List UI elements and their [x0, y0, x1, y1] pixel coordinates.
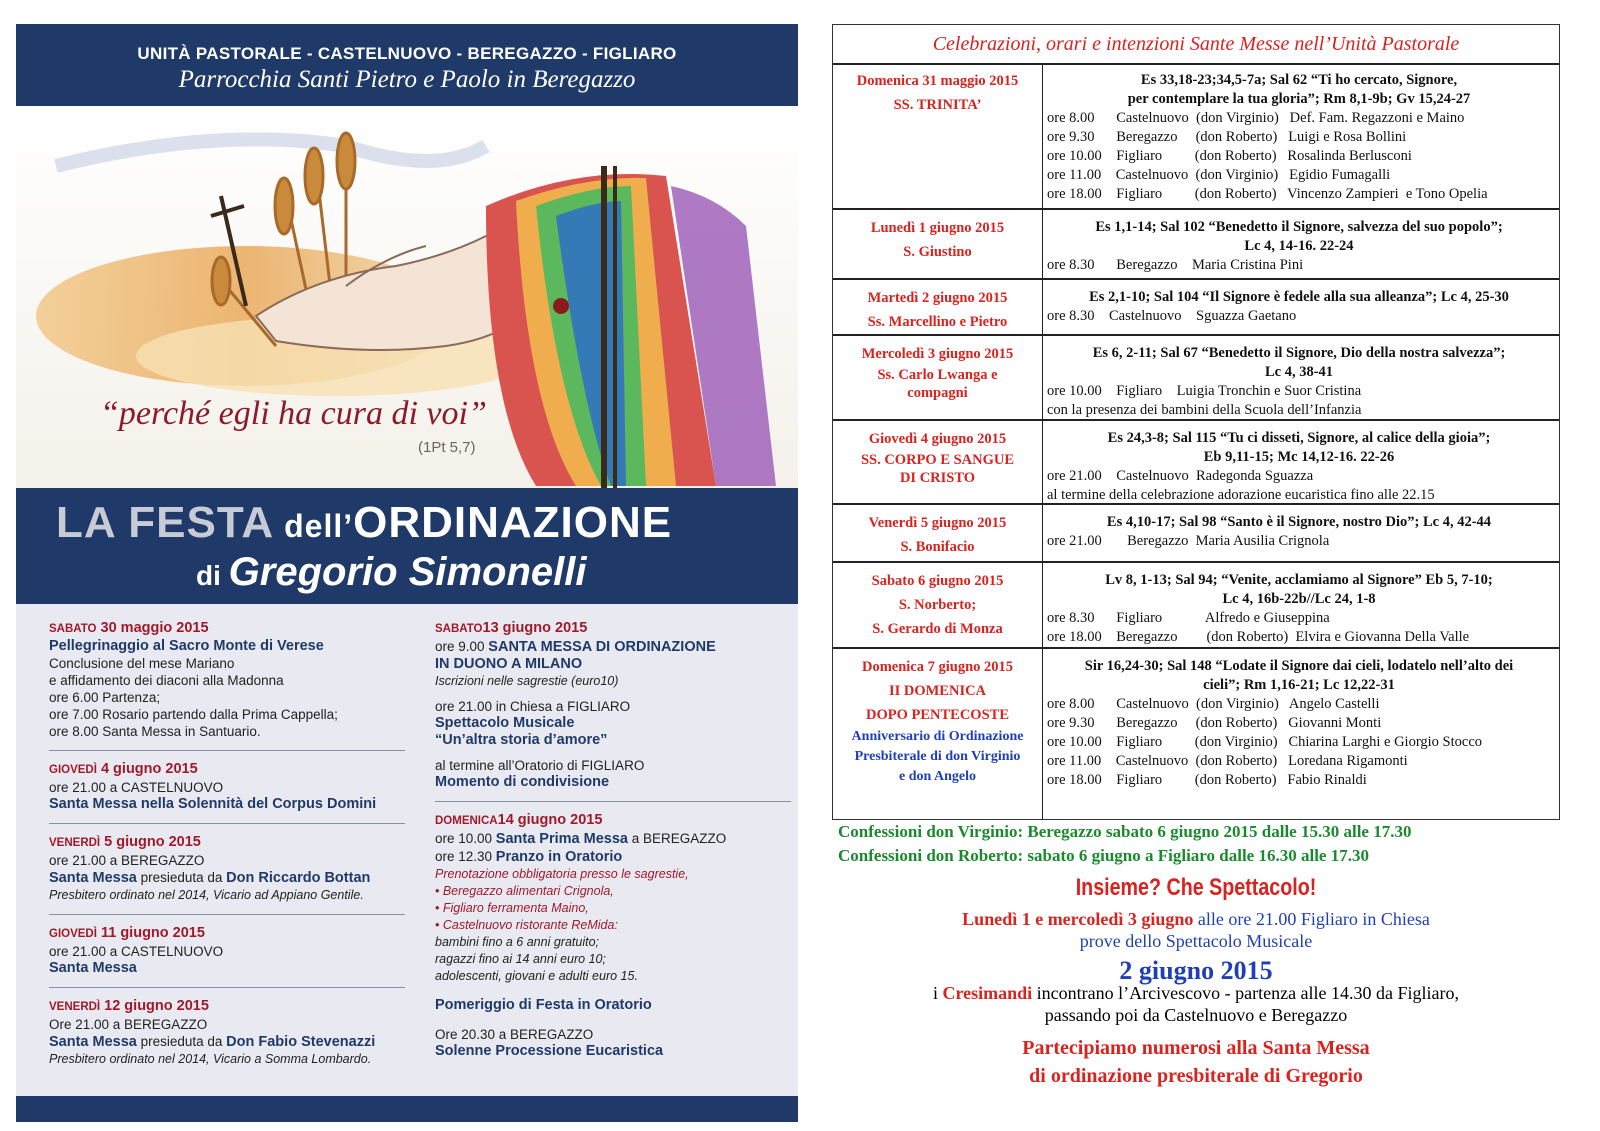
divider	[49, 987, 405, 988]
event-june-12: VENERDÌ 12 giugno 2015 Ore 21.00 a BEREGAZZO Santa Messa presieduta da Don Fabio Stevenazzi Presbitero ordinato nel 2014, Vicario a Somma Lombardo.	[49, 998, 376, 1066]
event-june-14: DOMENICA14 giugno 2015 ore 10.00 Santa Prima Messa a BEREGAZZO ore 12.30 Pranzo in Oratorio Prenotazione obbligatoria presso le sagrestie, • Beregazzo alimentari Crignola, • Figliaro ferramenta Maino, • Castelnuovo ristorante ReMida: bambini fino a 6 anni gratuito; ragazzi fino ai 14 anni euro 10; adolescenti, giovani e adulti euro 15. Pomeriggio di Festa in Oratorio Ore 20.30 a BEREGAZZO Solenne Processione Eucaristica	[435, 812, 727, 1059]
event-june-11: GIOVEDÌ 11 giugno 2015 ore 21.00 a CASTELNUOVO Santa Messa	[49, 925, 224, 976]
mass-schedule-table	[832, 24, 1560, 820]
rehearsal-line-2: prove dello Spettacolo Musicale	[1079, 931, 1313, 951]
cresima-date: 2 giugno 2015	[1119, 956, 1273, 985]
program-column-left	[49, 620, 405, 1076]
divider	[49, 914, 405, 915]
table-row: Sabato 6 giugno 2015 S. Norberto; S. Gerardo di Monza Lv 8, 1-13; Sal 94; “Venite, acclamiamo al Signore” Eb 5, 7-10; Lc 4, 16b-22b//Lc 24, 1-8 ore 8.30 Figliaro Alfredo e Giuseppina ore 18.00 Beregazzo (don Roberto) Elvira e Giovanna Della Valle	[833, 563, 1559, 649]
program-section	[16, 604, 798, 1096]
poster-quote-ref: (1Pt 5,7)	[418, 439, 476, 456]
table-row: Venerdì 5 giugno 2015 S. Bonifacio Es 4,10-17; Sal 98 “Santo è il Signore, nostro Dio”; Lc 4, 42-44 ore 21.00 Beregazzo Maria Ausilia Crignola	[833, 505, 1559, 563]
event-poster	[16, 24, 798, 1114]
cresima-line-2: passando poi da Castelnuovo e Beregazzo	[1044, 1005, 1348, 1025]
confession-virginio: Confessioni don Virginio: Beregazzo sabato 6 giugno 2015 dalle 15.30 alle 17.30	[838, 822, 1412, 841]
table-row: Martedì 2 giugno 2015 Ss. Marcellino e Pietro Es 2,1-10; Sal 104 “Il Signore è fedele alla sua alleanza”; Lc 4, 25-30 ore 8.30 Castelnuovo Sguazza Gaetano	[833, 280, 1559, 336]
event-june-4: GIOVEDÌ 4 giugno 2015 ore 21.00 a CASTELNUOVO Santa Messa nella Solennità del Corpus Domini	[49, 761, 377, 812]
divider	[435, 801, 791, 802]
table-title: Celebrazioni, orari e intenzioni Sante Messe nell’Unità Pastorale	[833, 25, 1559, 65]
table-row: Giovedì 4 giugno 2015 SS. CORPO E SANGUE DI CRISTO Es 24,3-8; Sal 115 “Tu ci disseti, Signore, al calice della gioia”; Eb 9,11-15; Mc 14,12-16. 22-26 ore 21.00 Castelnuovo Radegonda Sguazza al termine della celebrazione adorazione eucaristica fino alle 22.15	[833, 421, 1559, 505]
event-may-30: SABATO 30 maggio 2015 Pellegrinaggio al Sacro Monte di Verese Conclusione del mese Mariano e affidamento dei diaconi alla Madonna ore 6.00 Partenza; ore 7.00 Rosario partendo dalla Prima Cappella; ore 8.00 Santa Messa in Santuario.	[49, 620, 338, 739]
title-name: Gregorio Simonelli	[228, 550, 587, 594]
pastoral-unit-line: UNITÀ PASTORALE - CASTELNUOVO - BEREGAZZO - FIGLIARO	[137, 44, 677, 63]
divider	[49, 750, 405, 751]
table-row: Domenica 7 giugno 2015 II DOMENICA DOPO PENTECOSTE Anniversario di Ordinazione Presbiterale di don Virginio e don Angelo Sir 16,24-30; Sal 148 “Lodate il Signore dai cieli, lodatelo nell’alto dei cieli”; Rm 1,16-21; Lc 12,22-31 ore 8.00 Castelnuovo (don Virginio) Angelo Castelli ore 9.30 Beregazzo (don Roberto) Giovanni Monti ore 10.00 Figliaro (don Virginio) Chiarina Larghi e Giorgio Stocco ore 11.00 Castelnuovo (don Roberto) Loredana Rigamonti ore 18.00 Figliaro (don Roberto) Fabio Rinaldi	[833, 649, 1559, 819]
rehearsal-line: Lunedì 1 e mercoledì 3 giugno alle ore 21.00 Figliaro in Chiesa	[962, 909, 1430, 929]
hand-wheat-illustration	[16, 106, 798, 488]
event-june-13: SABATO13 giugno 2015 ore 9.00 SANTA MESSA DI ORDINAZIONE IN DUONO A MILANO Iscrizioni nelle sagrestie (euro10) ore 21.00 in Chiesa a FIGLIARO Spettacolo Musicale “Un’altra storia d’amore” al termine all’Oratorio di FIGLIARO Momento di condivisione	[435, 620, 716, 790]
parish-line: Parrocchia Santi Pietro e Paolo in Beregazzo	[178, 66, 636, 93]
notes-section	[832, 820, 1560, 1090]
title-di: di	[196, 560, 229, 591]
title-ordinazione: ORDINAZIONE	[353, 498, 673, 547]
poster-illustration	[16, 106, 798, 488]
poster-title	[16, 488, 798, 604]
table-row: Domenica 31 maggio 2015 SS. TRINITA’ Es 33,18-23;34,5-7a; Sal 62 “Ti ho cercato, Signore, per contemplare la tua gloria”; Rm 8,1-9b; Gv 15,24-27 ore 8.00 Castelnuovo (don Virginio) Def. Fam. Regazzoni e Maino ore 9.30 Beregazzo (don Roberto) Luigi e Rosa Bollini ore 10.00 Figliaro (don Roberto) Rosalinda Berlusconi ore 11.00 Castelnuovo (don Virginio) Egidio Fumagalli ore 18.00 Figliaro (don Roberto) Vincenzo Zampieri e Tono Opelia	[833, 63, 1559, 210]
poster-header	[16, 24, 798, 106]
poster-footer-bar	[16, 1096, 798, 1122]
title-la-festa: LA FESTA	[56, 498, 275, 547]
poster-quote: “perché egli ha cura di voi”	[100, 395, 487, 432]
show-title: Insieme? Che Spettacolo!	[1075, 874, 1317, 901]
confession-roberto: Confessioni don Roberto: sabato 6 giugno a Figliaro dalle 16.30 alle 17.30	[838, 846, 1369, 865]
table-row: Lunedì 1 giugno 2015 S. Giustino Es 1,1-14; Sal 102 “Benedetto il Signore, salvezza del suo popolo”; Lc 4, 14-16. 22-24 ore 8.30 Beregazzo Maria Cristina Pini	[833, 210, 1559, 280]
event-june-5: VENERDÌ 5 giugno 2015 ore 21.00 a BEREGAZZO Santa Messa presieduta da Don Riccardo Bottan Presbitero ordinato nel 2014, Vicario ad Appiano Gentile.	[49, 834, 371, 902]
final-invite: Partecipiamo numerosi alla Santa Messa di ordinazione presbiterale di Gregorio	[1022, 1037, 1370, 1087]
title-dell: dell’	[274, 508, 354, 544]
divider	[49, 823, 405, 824]
program-column-right	[435, 620, 791, 1068]
table-row: Mercoledì 3 giugno 2015 Ss. Carlo Lwanga e compagni Es 6, 2-11; Sal 67 “Benedetto il Signore, Dio della nostra salvezza”; Lc 4, 38-41 ore 10.00 Figliaro Luigia Tronchin e Suor Cristina con la presenza dei bambini della Scuola dell’Infanzia	[833, 336, 1559, 421]
cresima-line: i Cresimandi incontrano l’Arcivescovo - partenza alle 14.30 da Figliaro,	[932, 983, 1460, 1003]
